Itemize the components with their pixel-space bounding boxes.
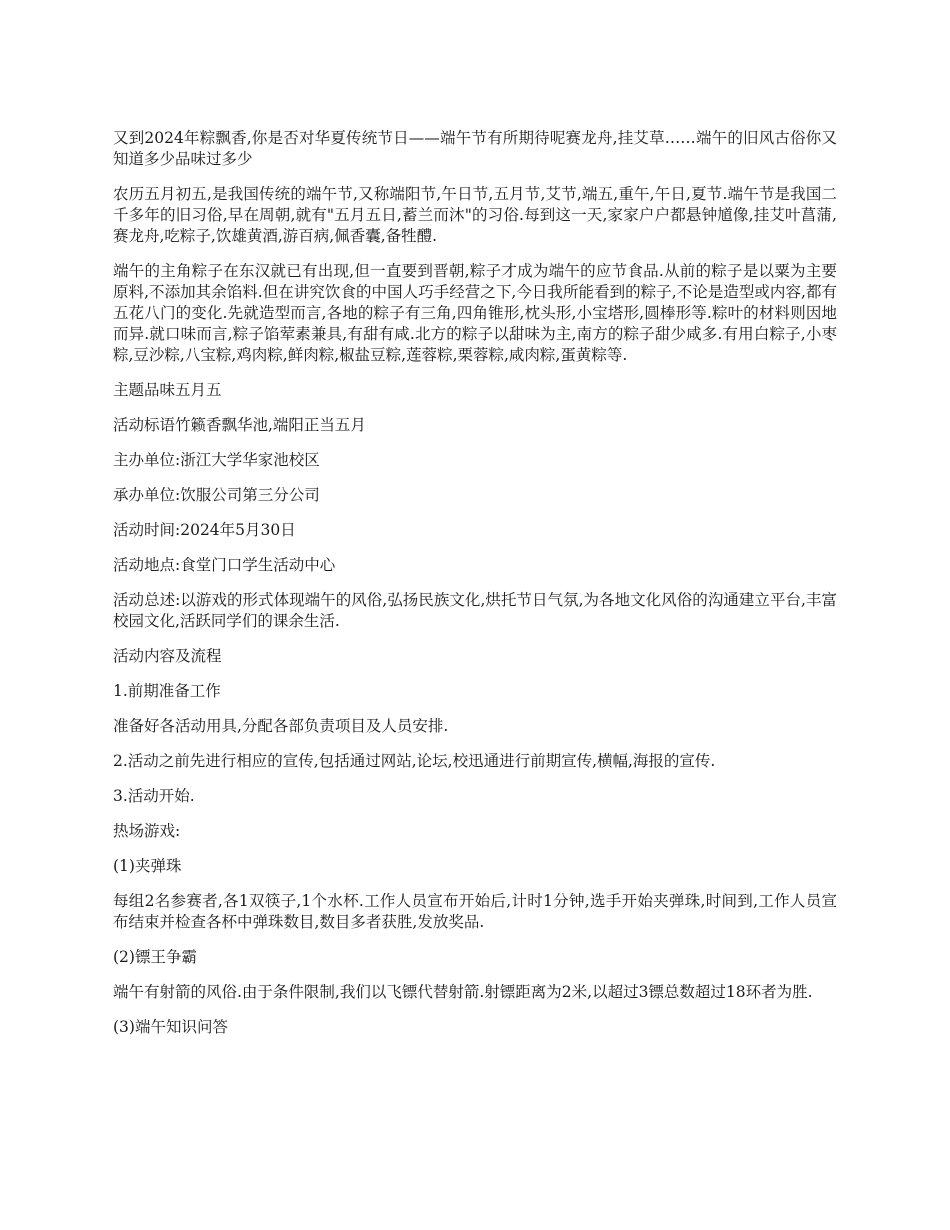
- game-1-title: (1)夹弹珠: [113, 857, 182, 875]
- event-location-line: 活动地点:食堂门口学生活动中心: [113, 556, 336, 574]
- section-heading-content-flow: 活动内容及流程: [113, 647, 222, 665]
- organizer-line: 主办单位:浙江大学华家池校区: [113, 451, 320, 469]
- step-1-heading: 1.前期准备工作: [113, 682, 221, 700]
- step-3-line: 3.活动开始.: [113, 787, 195, 805]
- game-2-title: (2)镖王争霸: [113, 948, 197, 966]
- slogan-line: 活动标语竹籁香飘华池,端阳正当五月: [113, 416, 366, 434]
- game-1-rules: 每组2名参赛者,各1双筷子,1个水杯.工作人员宣布开始后,计时1分钟,选手开始夹弹珠,时间到,工作人员宣布结束并检查各杯中弹珠数目,数目多者获胜,发放奖品.: [113, 892, 837, 931]
- event-summary-paragraph: 活动总述:以游戏的形式体现端午的风俗,弘扬民族文化,烘托节日气氛,为各地文化风俗的沟通建立平台,丰富校园文化,活跃同学们的课余生活.: [113, 591, 837, 630]
- step-2-line: 2.活动之前先进行相应的宣传,包括通过网站,论坛,校迅通进行前期宣传,横幅,海报的宣传.: [113, 752, 716, 770]
- festival-description-paragraph: 农历五月初五,是我国传统的端午节,又称端阳节,午日节,五月节,艾节,端五,重午,午日,夏节.端午节是我国二千多年的旧习俗,早在周朝,就有"五月五日,蓄兰而沐"的习俗.每到这一天,家家户户都悬钟馗像,挂艾叶菖蒲,赛龙舟,吃粽子,饮雄黄酒,游百病,佩香囊,备牲醴.: [113, 185, 837, 245]
- document-body: [113, 128, 837, 1052]
- game-2-rules: 端午有射箭的风俗.由于条件限制,我们以飞镖代替射箭.射镖距离为2米,以超过3镖总数超过18环者为胜.: [113, 983, 813, 1001]
- event-time-line: 活动时间:2024年5月30日: [113, 521, 296, 539]
- warmup-games-heading: 热场游戏:: [113, 822, 181, 840]
- intro-paragraph: 又到2024年粽飘香,你是否对华夏传统节日——端午节有所期待呢赛龙舟,挂艾草……端午的旧风古俗你又知道多少品味过多少: [113, 129, 837, 168]
- co-organizer-line: 承办单位:饮服公司第三分公司: [113, 486, 320, 504]
- zongzi-history-paragraph: 端午的主角粽子在东汉就已有出现,但一直要到晋朝,粽子才成为端午的应节食品.从前的粽子是以粟为主要原料,不添加其余馅料.但在讲究饮食的中国人巧手经营之下,今日我所能看到的粽子,不论是造型或内容,都有五花八门的变化.先就造型而言,各地的粽子有三角,四角锥形,枕头形,小宝塔形,圆棒形等.粽叶的材料则因地而异.就口味而言,粽子馅荤素兼具,有甜有咸.北方的粽子以甜味为主,南方的粽子甜少咸多.有用白粽子,小枣粽,豆沙粽,八宝粽,鸡肉粽,鲜肉粽,椒盐豆粽,莲蓉粽,栗蓉粽,咸肉粽,蛋黄粽等.: [113, 262, 837, 364]
- step-1-detail: 准备好各活动用具,分配各部负责项目及人员安排.: [113, 717, 449, 735]
- game-3-title: (3)端午知识问答: [113, 1018, 228, 1036]
- theme-line: 主题品味五月五: [113, 381, 222, 399]
